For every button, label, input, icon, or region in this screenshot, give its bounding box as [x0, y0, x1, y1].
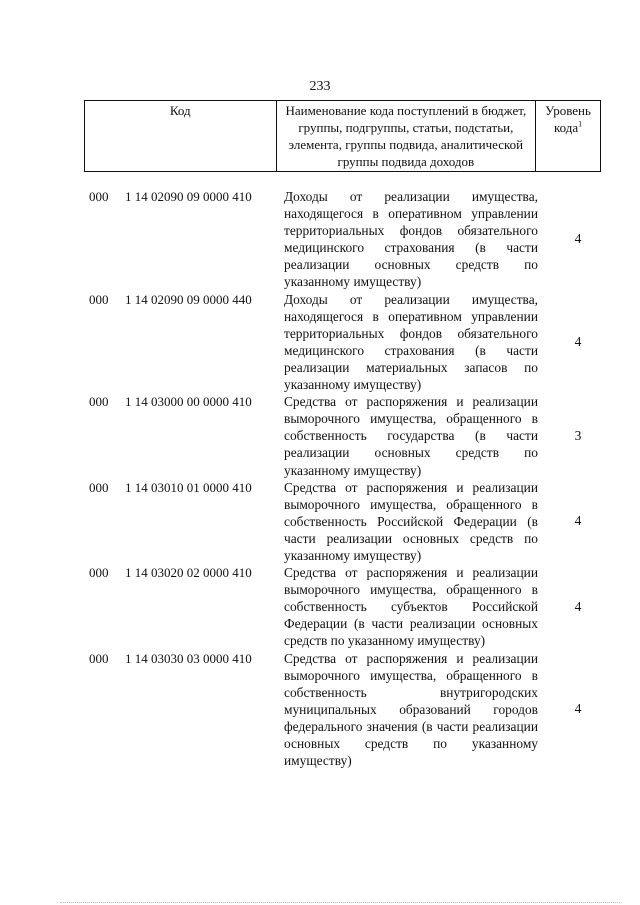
income-name: Средства от распоряжения и реализации выморочного имущества, обращенного в собственность субъектов Российской Федерации (в части реализации основных средств по указанному имуществу) [284, 565, 538, 649]
income-code: 1 14 03030 03 0000 410 [125, 650, 252, 666]
scan-bottom-edge [60, 902, 620, 903]
table-row [0, 393, 640, 478]
code-level: 4 [574, 513, 582, 529]
admin-code: 000 [89, 650, 109, 666]
code-level: 4 [574, 333, 582, 349]
income-code: 1 14 02090 09 0000 410 [125, 189, 252, 204]
admin-code: 000 [89, 189, 109, 204]
income-name: Средства от распоряжения и реализации выморочного имущества, обращенного в собственность государства (в части реализации основных средств по указанному имуществу) [284, 394, 538, 478]
admin-code: 000 [89, 479, 109, 495]
header-code: Код [85, 101, 277, 172]
income-code: 1 14 03020 02 0000 410 [125, 565, 252, 581]
table-row [0, 291, 640, 394]
header-name: Наименование кода поступлений в бюджет, группы, подгруппы, статьи, подстатьи, элемента, группы подвида, аналитической группы подвида доходов [276, 101, 536, 172]
admin-code: 000 [89, 565, 109, 581]
income-code: 1 14 03010 01 0000 410 [125, 479, 252, 495]
code-level: 4 [574, 701, 582, 717]
page-number: 233 [309, 79, 331, 94]
income-code: 1 14 02090 09 0000 440 [125, 291, 252, 307]
income-name: Доходы от реализации имущества, находящегося в оперативном управлении территориальных фондов обязательного медицинского страхования (в части реализации основных средств по указанному имуществу) [284, 189, 538, 290]
code-level: 4 [574, 231, 582, 247]
header-level-footnote: 1 [578, 119, 583, 129]
code-level: 3 [574, 427, 582, 443]
income-code-list [0, 188, 640, 769]
income-name: Средства от распоряжения и реализации выморочного имущества, обращенного в собственность внутригородских муниципальных образований городов федерального значения (в части реализации основных средств по указанному имуществу) [284, 650, 538, 769]
table-header [84, 100, 601, 172]
admin-code: 000 [89, 291, 109, 307]
table-row [0, 188, 640, 291]
header-level-label: Уровень кода [545, 103, 591, 135]
income-name: Доходы от реализации имущества, находящегося в оперативном управлении территориальных фондов обязательного медицинского страхования (в части реализации материальных запасов по указанному имуществу) [284, 291, 538, 393]
header-row [85, 101, 601, 172]
income-code: 1 14 03000 00 0000 410 [125, 394, 252, 410]
header-level [536, 101, 601, 172]
code-level: 4 [574, 598, 582, 614]
table-row [0, 650, 640, 770]
table-row [0, 564, 640, 649]
income-name: Средства от распоряжения и реализации выморочного имущества, обращенного в собственность Российской Федерации (в части реализации основных средств по указанному имуществу) [284, 479, 538, 563]
table-row [0, 479, 640, 564]
admin-code: 000 [89, 394, 109, 410]
